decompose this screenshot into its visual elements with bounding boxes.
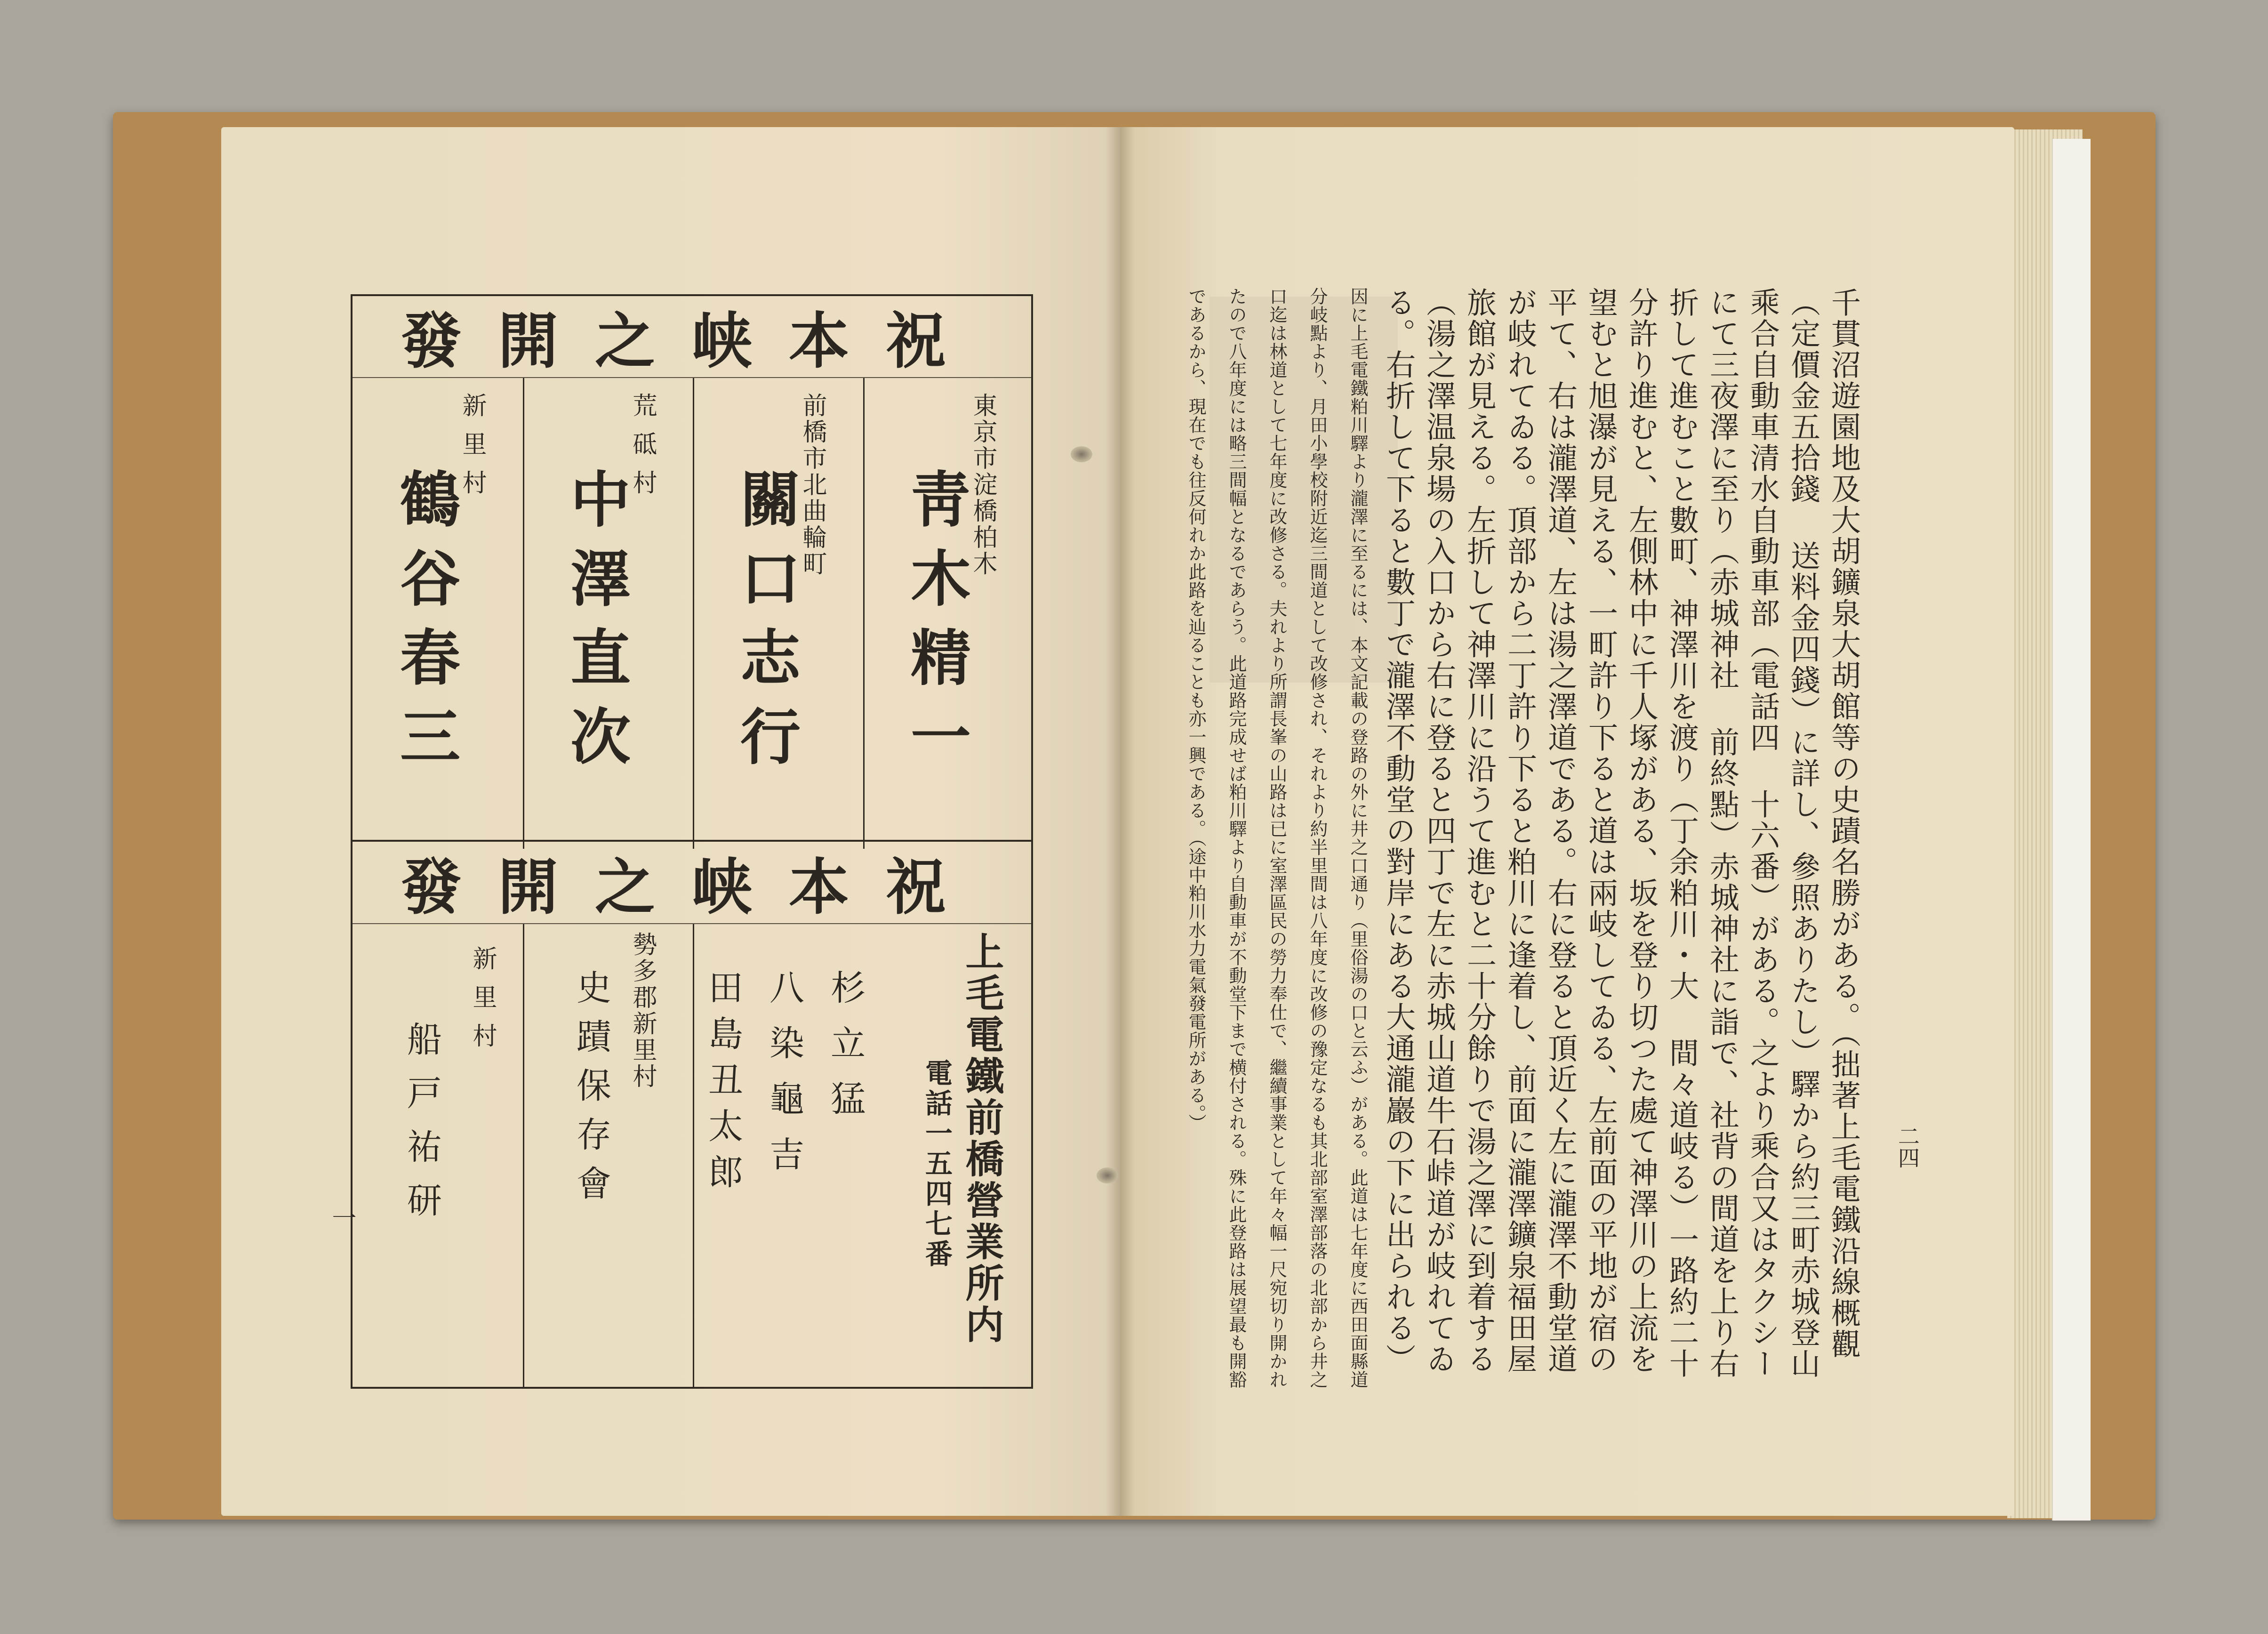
company-name: 上毛電鐵前橋營業所内 [959, 932, 1004, 1346]
ad-entry [528, 393, 692, 845]
entry-name: 八染龜吉 [764, 969, 804, 1191]
entry-address: 荒砥村 [628, 393, 657, 508]
entry-name: 船戸祐研 [401, 1021, 442, 1236]
divider [353, 377, 1031, 378]
entry-name: 關口志行 [730, 468, 801, 784]
entry-address: 前橋市北曲輪町 [798, 393, 826, 577]
column-divider [693, 924, 694, 1388]
ad-entry [357, 393, 522, 845]
ad-entry [868, 393, 1033, 845]
ad-title-top: 祝本峡之開發 [401, 306, 983, 377]
column-divider [863, 378, 865, 849]
entry-address: 新里村 [468, 946, 497, 1062]
entry-name: 史蹟保存會 [571, 969, 611, 1214]
entry-address: 勢多郡新里村 [628, 932, 657, 1090]
column-divider [523, 378, 524, 849]
binding-hole-bottom [1097, 1167, 1118, 1183]
column-divider [693, 378, 694, 849]
entry-name: 鶴谷春三 [390, 468, 460, 784]
entry-name: 中澤直次 [560, 468, 631, 784]
entry-name: 杉立猛 [825, 969, 866, 1136]
body-text [1186, 287, 1864, 1393]
ad-title-bottom: 祝本峡之開發 [401, 852, 983, 923]
entry-address: 新里村 [458, 393, 486, 508]
advertisement-box [351, 294, 1033, 1389]
column-divider [523, 924, 524, 1388]
company-column [894, 932, 1030, 1379]
page-number: 二四 [1895, 1125, 1920, 1168]
entry-name: 田島丑太郎 [703, 969, 743, 1200]
inserted-sheet [2052, 139, 2091, 1521]
book-gutter [1106, 127, 1134, 1516]
company-phone: 電話一五四七番 [921, 1059, 953, 1270]
binding-hole-top [1071, 446, 1092, 462]
main-paragraph: 千貫沼遊園地及大胡鑛泉大胡館等の史蹟名勝がある。（拙著上毛電鐵沿線概觀（定價金五拾錢 送料金四錢）に詳し、參照ありたし）驛から約三町赤城登山乘合自動車清水自動車部（電話四 十六番）がある。之より乘合又はタクシーにて三夜澤に至り（赤城神社 前終點）赤城神社に詣で、社背の間道を上り右折して進むこと數町、神澤川を渡り（丁余粕川・大 間々道岐る）一路約二十分許り進むと、左側林中に千人塚がある、坂を登り切つた處て神澤川の上流を望むと旭瀑が見える、一町許り下ると道は兩岐してゐる、左前面の平地が宿の平て、右は瀧澤道、左は湯之澤道である。右に登ると頂近く左に瀧澤不動堂道が岐れてゐる。頂部から二丁許り下ると粕川に逢着し、前面に瀧澤鑛泉福田屋旅館が見える。左折して神澤川に沿うて進むと二十分餘りで湯之澤に到着する（湯之澤温泉場の入口から右に登ると四丁で左に赤城山道牛石峠道が岐れてゐる。右折して下ると數丁で瀧澤不動堂の對岸にある大通瀧巖の下に出られる） [1381, 287, 1861, 1379]
ad-entry [697, 393, 862, 845]
divider [353, 923, 1031, 924]
left-page-mark: 一 [328, 1205, 356, 1230]
entry-name: 靑木精一 [900, 468, 971, 784]
entry-address: 東京市淀橋柏木 [969, 393, 997, 577]
note-paragraph: 因に上毛電鐵粕川驛より瀧澤に至るには、本文記載の登路の外に井之口通り（里俗湯の口と云ふ）がある。此道は七年度に西田面縣道分岐點より、月田小學校附近迄三間道として改修され、それより約半里間は八年度に改修の豫定なるも其北部室澤部落の北部から井之口迄は林道として七年度に改修さる。夫れより所謂長峯の山路は已に室澤區民の勞力奉仕で、繼續事業として年々幅一尺宛切り開かれたので八年度には略三間幅となるであらう。此道路完成せば粕川驛より自動車が不動堂下まで横付される。殊に此登路は展望最も開豁であるから、現在でも往反何れか此路を辿ることも亦一興である。（途中粕川水力電氣發電所がある。） [1186, 287, 1368, 1389]
